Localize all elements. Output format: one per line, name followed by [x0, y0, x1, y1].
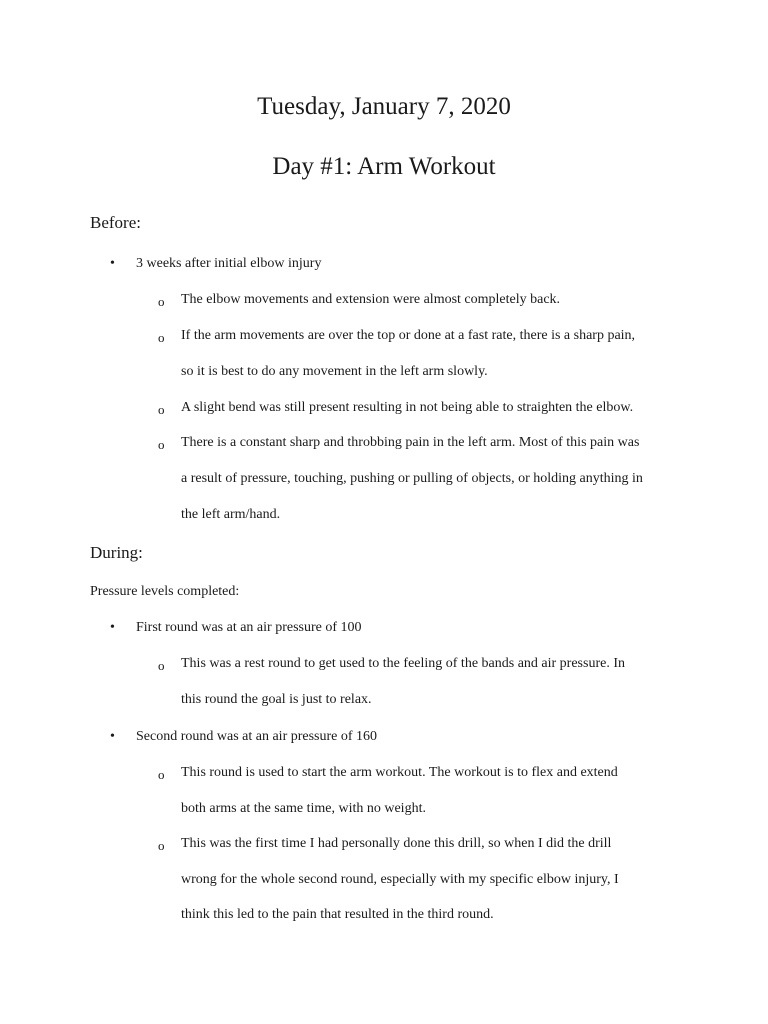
during-intro: Pressure levels completed:	[90, 584, 240, 599]
sub-list-item-line: think this led to the pain that resulted in the third round.	[181, 907, 494, 922]
bullet-mark: •	[110, 620, 115, 635]
sub-bullet-mark: o	[158, 330, 165, 345]
sub-bullet-mark: o	[158, 838, 165, 853]
before-heading: Before:	[90, 213, 141, 232]
sub-bullet-mark: o	[158, 437, 165, 452]
list-item: Second round was at an air pressure of 160	[136, 729, 378, 744]
sub-list-item-line: This was a rest round to get used to the feeling of the bands and air pressure. In	[181, 656, 625, 671]
bullet-mark: •	[110, 729, 115, 744]
sub-list-item-line: There is a constant sharp and throbbing pain in the left arm. Most of this pain was	[181, 435, 640, 450]
sub-list-item-line: this round the goal is just to relax.	[181, 692, 372, 707]
sub-list-item-line: This was the first time I had personally done this drill, so when I did the drill	[181, 836, 612, 851]
sub-bullet-mark: o	[158, 402, 165, 417]
sub-bullet-mark: o	[158, 767, 165, 782]
bullet-mark: •	[110, 256, 115, 271]
sub-list-item: A slight bend was still present resulting in not being able to straighten the elbow.	[181, 400, 634, 415]
sub-bullet-mark: o	[158, 658, 165, 673]
sub-list-item: The elbow movements and extension were almost completely back.	[181, 292, 561, 307]
sub-list-item-line: This round is used to start the arm workout. The workout is to flex and extend	[181, 765, 618, 780]
day-title: Day #1: Arm Workout	[272, 153, 496, 180]
date-title: Tuesday, January 7, 2020	[257, 93, 511, 120]
sub-list-item-line: both arms at the same time, with no weight.	[181, 801, 426, 816]
sub-list-item-line: wrong for the whole second round, especially with my specific elbow injury, I	[181, 872, 619, 887]
sub-list-item-line: the left arm/hand.	[181, 507, 281, 522]
sub-list-item-line: If the arm movements are over the top or done at a fast rate, there is a sharp pain,	[181, 328, 636, 343]
sub-list-item-line: a result of pressure, touching, pushing or pulling of objects, or holding anything in	[181, 471, 643, 486]
during-heading: During:	[90, 543, 143, 562]
sub-bullet-mark: o	[158, 294, 165, 309]
sub-list-item-line: so it is best to do any movement in the left arm slowly.	[181, 364, 488, 379]
list-item: First round was at an air pressure of 100	[136, 620, 362, 635]
list-item: 3 weeks after initial elbow injury	[136, 256, 322, 271]
